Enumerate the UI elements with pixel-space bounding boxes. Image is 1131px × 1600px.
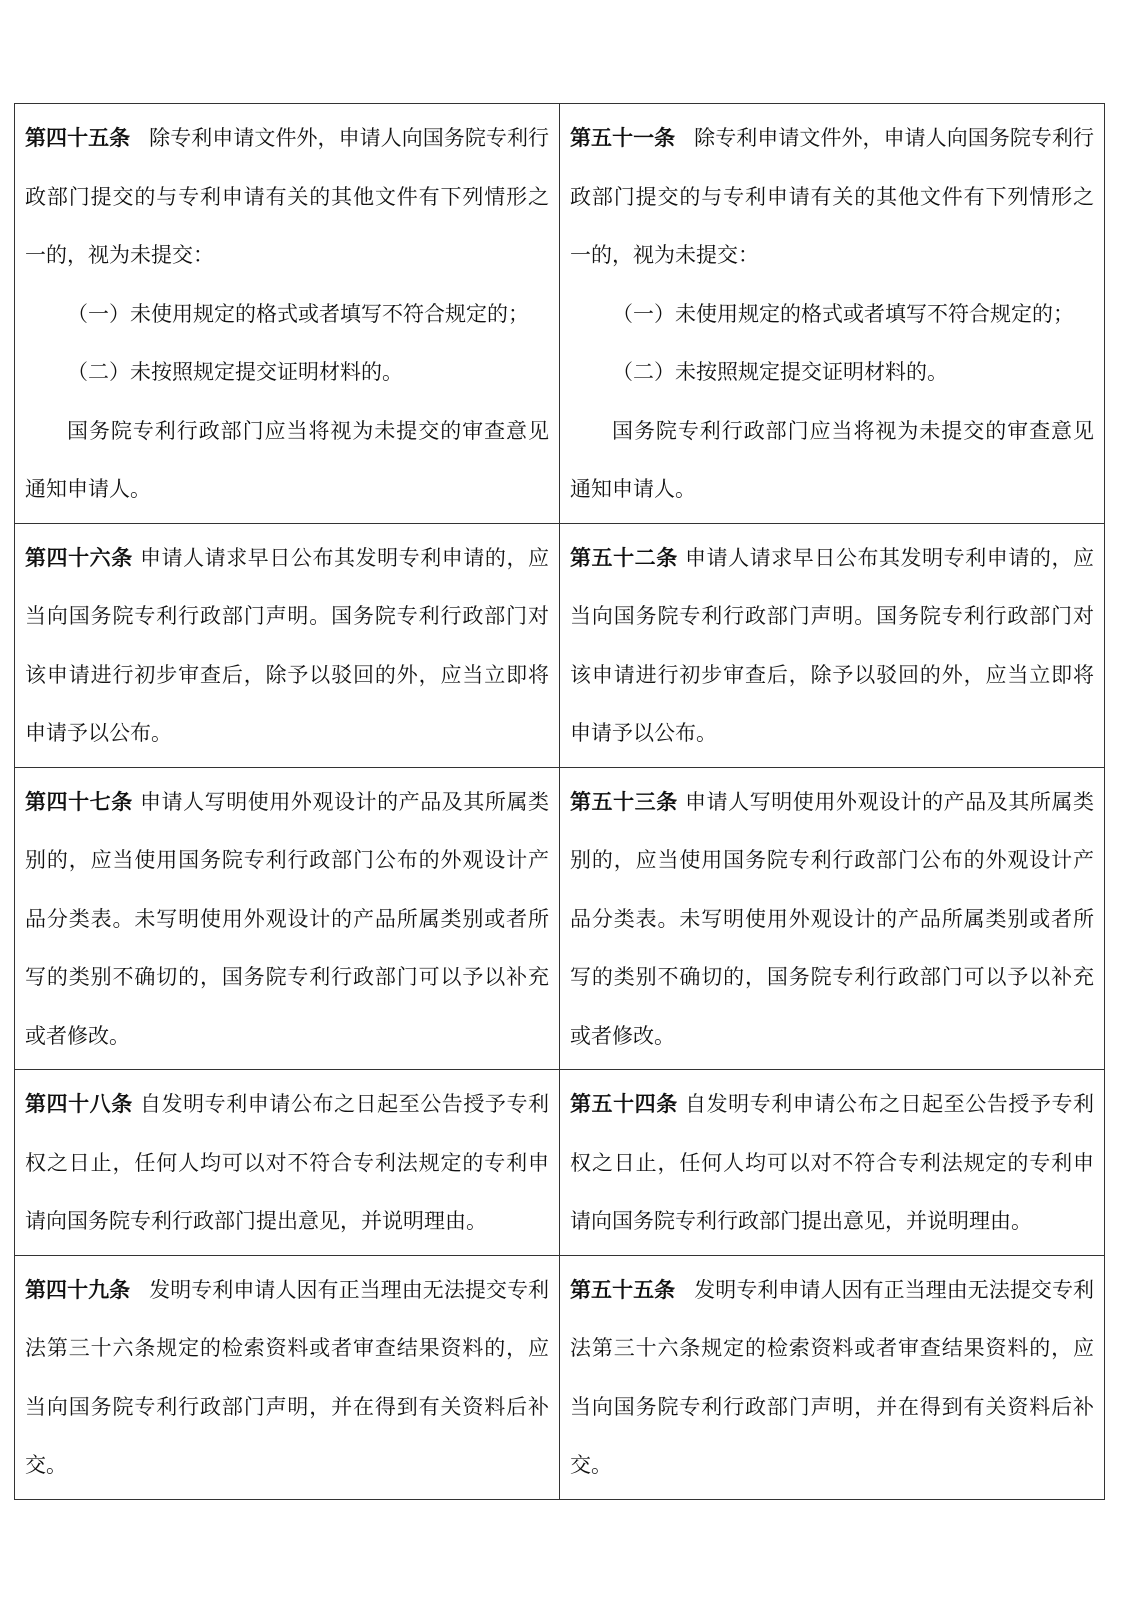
article-number: 第五十三条 (570, 789, 678, 814)
table-cell-new (560, 1256, 1105, 1500)
article-text: 除专利申请文件外，申请人向国务院专利行政部门提交的与专利申请有关的其他文件有下列情形之一的，视为未提交： (570, 126, 1095, 267)
article-number: 第五十五条 (570, 1277, 676, 1302)
article-text: 申请人写明使用外观设计的产品及其所属类别的，应当使用国务院专利行政部门公布的外观设计产品分类表。未写明使用外观设计的产品所属类别或者所写的类别不确切的，国务院专利行政部门可以予以补充或者修改。 (570, 789, 1094, 1048)
table-cell-old (15, 1256, 560, 1500)
article-item: （二）未按照规定提交证明材料的。 (612, 360, 948, 384)
article-text: 自发明专利申请公布之日起至公告授予专利权之日止，任何人均可以对不符合专利法规定的专利申请向国务院专利行政部门提出意见，并说明理由。 (25, 1092, 549, 1233)
table-row (15, 104, 1105, 524)
article-text: 申请人请求早日公布其发明专利申请的，应当向国务院专利行政部门声明。国务院专利行政部门对该申请进行初步审查后，除予以驳回的外，应当立即将申请予以公布。 (570, 545, 1094, 745)
article-item: （一）未使用规定的格式或者填写不符合规定的； (67, 301, 529, 326)
article-item: （一）未使用规定的格式或者填写不符合规定的； (612, 301, 1074, 326)
article-text: 除专利申请文件外，申请人向国务院专利行政部门提交的与专利申请有关的其他文件有下列情形之一的，视为未提交： (25, 126, 550, 267)
table-row (15, 768, 1105, 1071)
article-number: 第四十九条 (25, 1277, 131, 1302)
table-cell-new (560, 104, 1105, 524)
table-cell-new (560, 1070, 1105, 1256)
article-text: 申请人请求早日公布其发明专利申请的，应当向国务院专利行政部门声明。国务院专利行政部门对该申请进行初步审查后，除予以驳回的外，应当立即将申请予以公布。 (25, 545, 549, 745)
article-text: 申请人写明使用外观设计的产品及其所属类别的，应当使用国务院专利行政部门公布的外观设计产品分类表。未写明使用外观设计的产品所属类别或者所写的类别不确切的，国务院专利行政部门可以予以补充或者修改。 (25, 789, 549, 1048)
table-row (15, 1256, 1105, 1500)
article-number: 第五十四条 (570, 1092, 678, 1116)
table-cell-old (15, 1070, 560, 1256)
table-row (15, 524, 1105, 768)
article-number: 第四十六条 (25, 545, 133, 570)
article-paragraph: 国务院专利行政部门应当将视为未提交的审查意见通知申请人。 (25, 418, 549, 501)
table-row (15, 1070, 1105, 1256)
table-cell-new (560, 524, 1105, 768)
article-text: 自发明专利申请公布之日起至公告授予专利权之日止，任何人均可以对不符合专利法规定的专利申请向国务院专利行政部门提出意见，并说明理由。 (570, 1092, 1094, 1233)
article-number: 第四十五条 (25, 126, 131, 150)
article-number: 第四十八条 (25, 1092, 133, 1116)
table-cell-old (15, 524, 560, 768)
table-cell-old (15, 104, 560, 524)
article-number: 第四十七条 (25, 789, 133, 814)
article-item: （二）未按照规定提交证明材料的。 (67, 360, 403, 384)
table-cell-new (560, 768, 1105, 1071)
article-number: 第五十一条 (570, 126, 676, 150)
table-cell-old (15, 768, 560, 1071)
article-text: 发明专利申请人因有正当理由无法提交专利法第三十六条规定的检索资料或者审查结果资料的，应当向国务院专利行政部门声明，并在得到有关资料后补交。 (25, 1277, 550, 1477)
article-text: 发明专利申请人因有正当理由无法提交专利法第三十六条规定的检索资料或者审查结果资料的，应当向国务院专利行政部门声明，并在得到有关资料后补交。 (570, 1277, 1095, 1477)
comparison-table (14, 103, 1105, 1500)
article-paragraph: 国务院专利行政部门应当将视为未提交的审查意见通知申请人。 (570, 418, 1094, 501)
article-number: 第五十二条 (570, 545, 678, 570)
